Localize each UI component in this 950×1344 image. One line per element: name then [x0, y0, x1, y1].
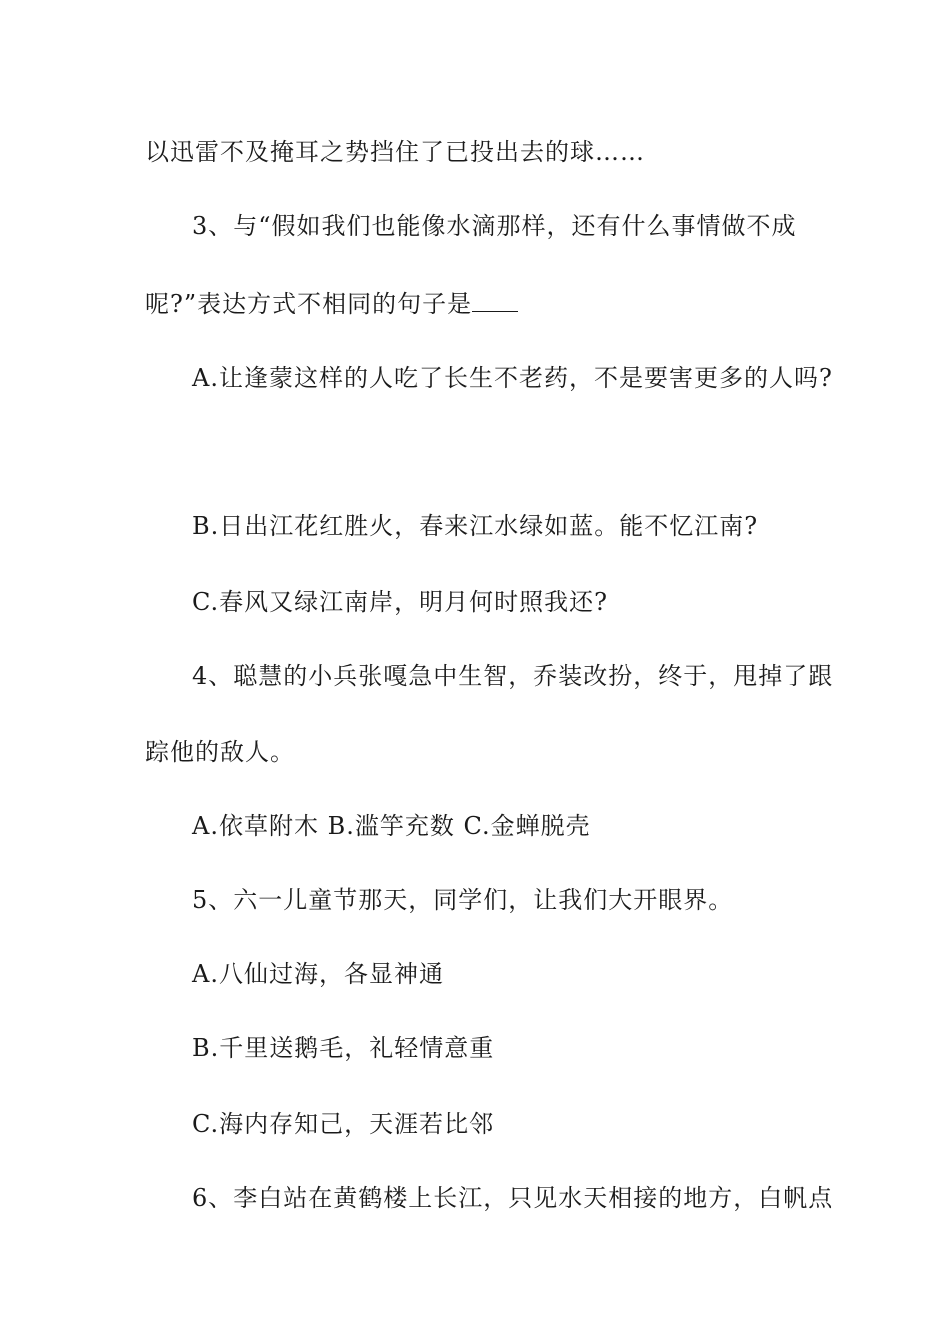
question-4-line-1: 4、聪慧的小兵张嘎急中生智，乔装改扮，终于，甩掉了跟: [192, 662, 834, 690]
question-4-line-2: 踪他的敌人。: [145, 738, 295, 766]
text-line-continuation: 以迅雷不及掩耳之势挡住了已投出去的球……: [145, 138, 645, 166]
question-4-options: A.依草附木 B.滥竽充数 C.金蝉脱壳: [192, 812, 591, 840]
question-3-line-1: 3、与“假如我们也能像水滴那样，还有什么事情做不成: [192, 212, 797, 240]
question-3-option-b: B.日出江花红胜火，春来江水绿如蓝。能不忆江南?: [192, 512, 759, 540]
question-3-line-2-text: 呢?”表达方式不相同的句子是: [145, 290, 473, 318]
answer-blank: [472, 289, 518, 312]
question-3-line-2: [145, 288, 518, 320]
question-5-line: 5、六一儿童节那天，同学们，让我们大开眼界。: [192, 886, 734, 914]
question-5-option-a: A.八仙过海，各显神通: [192, 960, 444, 988]
question-3-option-c: C.春风又绿江南岸，明月何时照我还?: [192, 588, 609, 616]
question-5-option-b: B.千里送鹅毛，礼轻情意重: [192, 1034, 495, 1062]
question-6-line-1: 6、李白站在黄鹤楼上长江，只见水天相接的地方，白帆点: [192, 1184, 834, 1212]
question-3-option-a: A.让逢蒙这样的人吃了长生不老药，不是要害更多的人吗?: [192, 364, 833, 392]
question-5-option-c: C.海内存知己，天涯若比邻: [192, 1110, 495, 1138]
